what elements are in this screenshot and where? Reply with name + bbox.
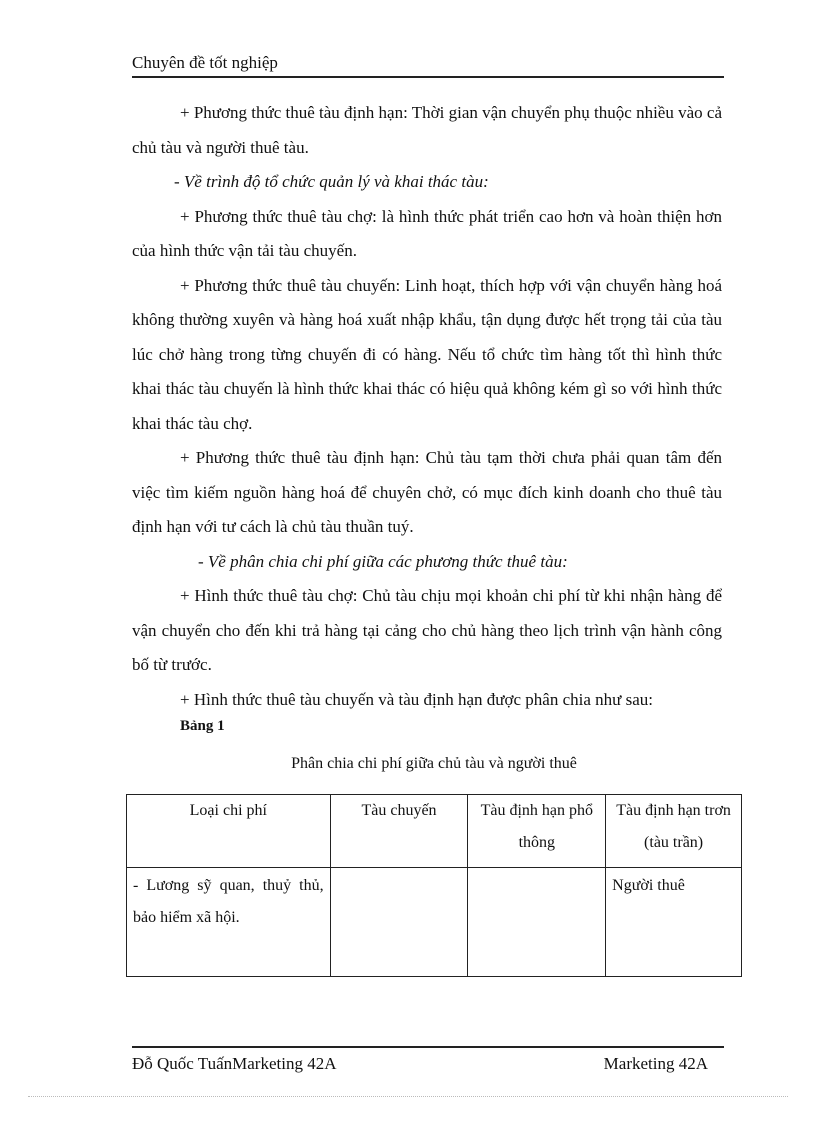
paragraph: + Phương thức thuê tàu chợ: là hình thức phát triển cao hơn và hoàn thiện hơn của hình thức vận tải tàu chuyến. bbox=[132, 206, 722, 260]
footer-class: Marketing 42A bbox=[603, 1054, 708, 1073]
table-cell: - Lương sỹ quan, thuỷ thủ, bảo hiểm xã hội. bbox=[127, 868, 331, 977]
paragraph: + Phương thức thuê tàu chuyến: Linh hoạt, thích hợp với vận chuyển hàng hoá không thường xuyên và hàng hoá xuất nhập khẩu, tận dụng được hết trọng tải của tàu lúc chở hàng trong từng chuyến đi có hàng. Nếu tổ chức tìm hàng tốt thì hình thức khai thác tàu chuyến là hình thức khai thác có hiệu quả không kém gì so với hình thức khai thác tàu chợ. bbox=[132, 275, 722, 433]
page-divider bbox=[28, 1096, 788, 1097]
column-header: Tàu định hạn phổ thông bbox=[468, 795, 606, 868]
table-cell: Người thuê bbox=[606, 868, 742, 977]
section-heading: - Về trình độ tổ chức quản lý và khai thác tàu: bbox=[174, 172, 489, 191]
table-cell bbox=[330, 868, 468, 977]
paragraph: + Phương thức thuê tàu định hạn: Chủ tàu tạm thời chưa phải quan tâm đến việc tìm kiếm nguồn hàng hoá để chuyên chở, có mục đích kinh doanh cho thuê tàu định hạn với tư cách là chủ tàu thuần tuý. bbox=[132, 448, 722, 536]
page-header bbox=[132, 52, 724, 78]
column-header: Tàu chuyến bbox=[330, 795, 468, 868]
table-label: Bảng 1 bbox=[180, 718, 225, 734]
paragraph: + Hình thức thuê tàu chợ: Chủ tàu chịu mọi khoản chi phí từ khi nhận hàng để vận chuyển cho đến khi trả hàng tại cảng cho chủ hàng theo lịch trình vận hành công bố từ trước. bbox=[132, 586, 722, 674]
table-title: Phân chia chi phí giữa chủ tàu và người thuê bbox=[291, 755, 577, 772]
footer-author: Đỗ Quốc TuấnMarketing 42A bbox=[132, 1054, 337, 1073]
document-body bbox=[132, 96, 722, 717]
paragraph: + Hình thức thuê tàu chuyến và tàu định hạn được phân chia như sau: bbox=[180, 689, 653, 709]
table-row bbox=[127, 868, 742, 977]
paragraph: + Phương thức thuê tàu định hạn: Thời gian vận chuyển phụ thuộc nhiều vào cả chủ tàu và người thuê tàu. bbox=[132, 103, 722, 157]
column-header: Loại chi phí bbox=[127, 795, 331, 868]
page-footer bbox=[132, 1046, 724, 1073]
cost-table bbox=[126, 794, 742, 977]
header-title: Chuyên đề tốt nghiệp bbox=[132, 53, 278, 72]
table-header-row bbox=[127, 795, 742, 868]
column-header: Tàu định hạn trơn (tàu trần) bbox=[606, 795, 742, 868]
section-heading: - Về phân chia chi phí giữa các phương thức thuê tàu: bbox=[198, 551, 568, 571]
table-cell bbox=[468, 868, 606, 977]
